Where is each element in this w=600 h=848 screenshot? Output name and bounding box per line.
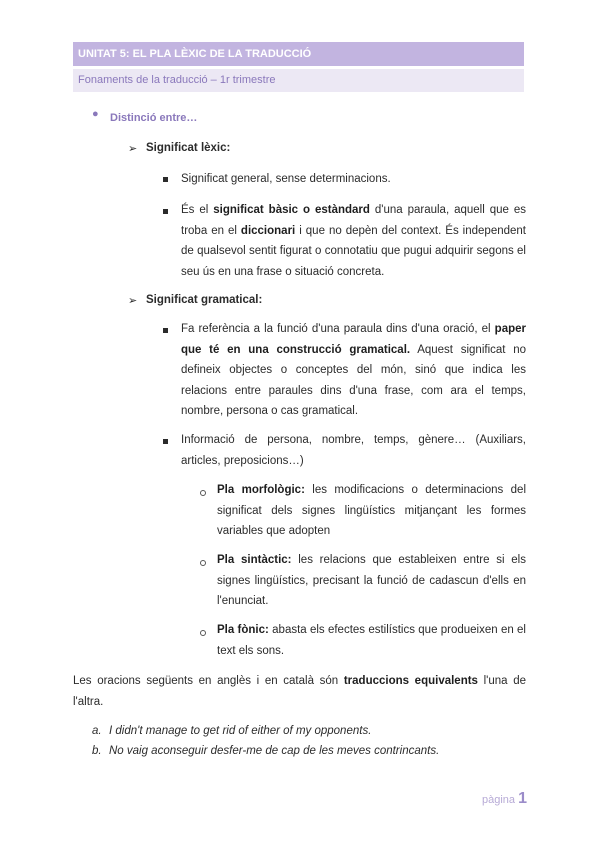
circle-bullet-icon bbox=[200, 560, 206, 566]
subtitle-banner bbox=[73, 69, 524, 92]
square-bullet-icon bbox=[163, 177, 168, 182]
sub-item-morfologic: Pla morfològic: les modificacions o determinacions del significat dels signes lingüístics mitjançant les formes variables que adopten bbox=[217, 484, 526, 537]
course-subtitle: Fonaments de la traducció – 1r trimestre bbox=[78, 74, 276, 86]
square-bullet-icon bbox=[163, 209, 168, 214]
arrow-bullet-icon: ➢ bbox=[128, 295, 138, 307]
circle-bullet-icon bbox=[200, 490, 206, 496]
gramatical-item-2: Informació de persona, nombre, temps, gènere… (Auxiliars, articles, preposicions…) bbox=[181, 434, 526, 467]
page-number bbox=[482, 790, 527, 808]
example-marker: a. bbox=[92, 725, 102, 737]
unit-title-banner bbox=[73, 42, 524, 66]
sub-item-sintactic: Pla sintàctic: les relacions que estableixen entre si els signes lingüístics, precisant la funció de cadascun d'ells en l'enunciat. bbox=[217, 554, 526, 607]
page-number-value: 1 bbox=[518, 790, 527, 807]
example-marker: b. bbox=[92, 745, 102, 757]
section-bullet: Distinció entre… bbox=[110, 112, 198, 124]
gramatical-heading: Significat gramatical: bbox=[146, 294, 263, 306]
square-bullet-icon bbox=[163, 328, 168, 333]
square-bullet-icon bbox=[163, 439, 168, 444]
arrow-bullet-icon: ➢ bbox=[128, 143, 138, 155]
unit-title: UNITAT 5: EL PLA LÈXIC DE LA TRADUCCIÓ bbox=[78, 48, 312, 60]
lexic-item-1: Significat general, sense determinacions. bbox=[181, 173, 391, 185]
gramatical-item-1: Fa referència a la funció d'una paraula dins d'una oració, el paper que té en una construcció gramatical. Aquest significat no defineix objectes o conceptes del món, sinó que indica les relacions entre paraules dins d'una frase, com ara el temps, nombre, persona o cas gramatical. bbox=[181, 323, 526, 417]
page-label: pàgina bbox=[481, 794, 516, 806]
closing-paragraph: Les oracions següents en anglès i en català són traduccions equivalents l'una de l'altra. bbox=[73, 675, 526, 708]
example-sentence: I didn't manage to get rid of either of my opponents. bbox=[109, 725, 372, 737]
bullet-dot-icon: ● bbox=[92, 108, 99, 120]
lexic-heading: Significat lèxic: bbox=[146, 142, 231, 154]
example-sentence: No vaig aconseguir desfer-me de cap de les meves contrincants. bbox=[109, 745, 440, 757]
circle-bullet-icon bbox=[200, 630, 206, 636]
lexic-item-2: És el significat bàsic o estàndard d'una paraula, aquell que es troba en el diccionari i que no depèn del context. És independent de qualsevol sentit figurat o connotatiu que pugui adquirir segons el seu ús en una frase o situació concreta. bbox=[181, 204, 526, 278]
sub-item-fonic: Pla fònic: abasta els efectes estilístics que produeixen en el text els sons. bbox=[217, 624, 526, 657]
